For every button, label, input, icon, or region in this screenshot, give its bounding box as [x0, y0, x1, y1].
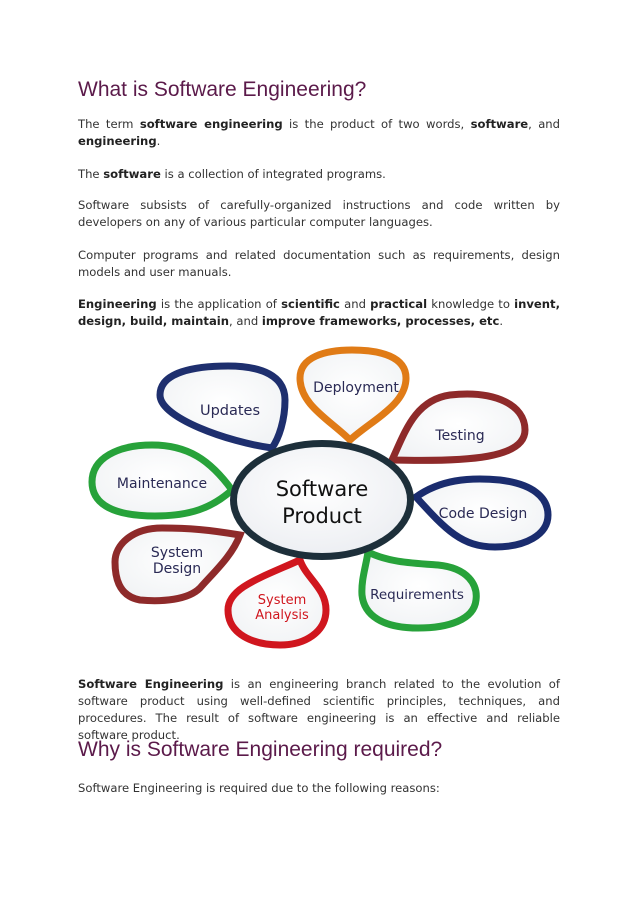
- code-design-petal: [416, 479, 548, 547]
- heading-why-required: Why is Software Engineering required?: [78, 738, 443, 761]
- maintenance-petal: [92, 445, 232, 516]
- software-product-center: [230, 440, 414, 560]
- deployment-petal: [300, 350, 406, 440]
- requirements-petal: [362, 552, 476, 628]
- testing-petal: [392, 394, 525, 460]
- center-label-line2: Product: [282, 504, 362, 528]
- testing-label: Testing: [435, 428, 485, 444]
- maintenance-label: Maintenance: [116, 476, 208, 492]
- paragraph-engineering-definition: Engineering is the application of scientific and practical knowledge to invent, design, build, maintain, and improve frameworks, processes, etc.: [78, 297, 560, 328]
- requirements-label: Requirements: [370, 587, 464, 603]
- paragraph-computer-programs: Computer programs and related documentation such as requirements, design models and user manuals.: [78, 248, 560, 279]
- updates-label: Updates: [199, 403, 261, 419]
- code-design-label: Code Design: [438, 506, 528, 522]
- heading-what-is-software-engineering: What is Software Engineering?: [78, 78, 367, 101]
- deployment-label: Deployment: [313, 380, 399, 396]
- system-design-petal: [115, 528, 240, 601]
- paragraph-software-subsists: Software subsists of carefully-organized instructions and code written by developers on any of various particular computer languages.: [78, 198, 560, 229]
- paragraph-reasons-intro: Software Engineering is required due to the following reasons:: [78, 781, 440, 795]
- paragraph-term-definition: The term software engineering is the product of two words, software, and engineering.: [78, 117, 561, 148]
- updates-petal: [160, 366, 285, 448]
- center-label-line1: Software: [275, 477, 369, 501]
- system-analysis-petal: [228, 560, 326, 645]
- paragraph-software-engineering-branch: Software Engineering is an engineering branch related to the evolution of software product using well-defined scientific principles, techniques, and procedures. The result of software engineering is an effective and reliable software product.: [78, 677, 560, 742]
- system-design-line2: Design: [152, 561, 202, 577]
- system-analysis-line1: System: [257, 593, 307, 608]
- system-design-line1: System: [150, 545, 204, 561]
- system-analysis-line2: Analysis: [255, 608, 309, 623]
- paragraph-software-definition: The software is a collection of integrated programs.: [78, 167, 386, 181]
